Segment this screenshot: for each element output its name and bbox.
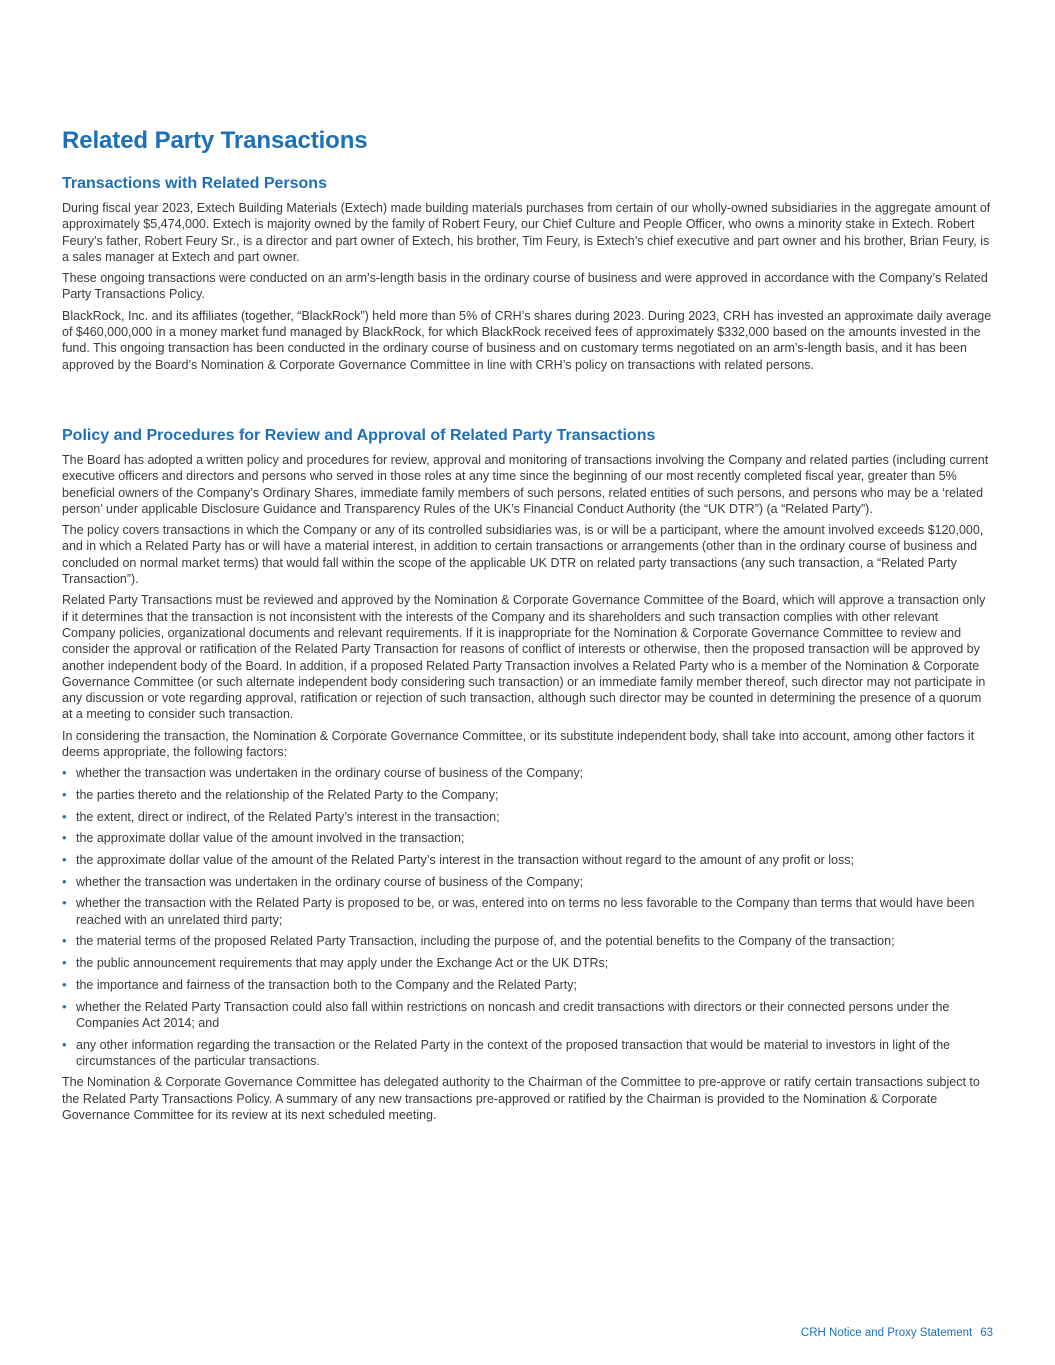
section-transactions-related-persons — [62, 174, 994, 378]
list-item-text: the material terms of the proposed Related Party Transaction, including the purpose of, and the potential benefits to the Company of the transaction; — [76, 934, 895, 949]
list-item-text: whether the Related Party Transaction could also fall within restrictions on noncash and credit transactions with directors or their connected persons under the Companies Act 2014; and — [76, 999, 950, 1030]
bullet-icon: • — [62, 873, 67, 889]
bullet-icon: • — [62, 787, 67, 803]
paragraph: BlackRock, Inc. and its affiliates (together, “BlackRock”) held more than 5% of CRH’s shares during 2023. During 2023, CRH has invested an approximate daily average of $460,000,000 in a money market fund managed by BlackRock, for which BlackRock received fees of approximately $332,000 based on the amounts invested in the fund. This ongoing transaction has been conducted in the ordinary course of business and on customary terms negotiated on an arm’s-length basis, and it has been approved by the Board’s Nomination & Corporate Governance Committee in line with CRH’s policy on transactions with related persons. — [62, 308, 992, 372]
list-item-text: any other information regarding the transaction or the Related Party in the context of the proposed transaction that would be material to investors in light of the circumstances of the particular transactions. — [76, 1037, 951, 1068]
list-item-text: the public announcement requirements that may apply under the Exchange Act or the UK DTRs; — [76, 956, 609, 971]
footer-document-title: CRH Notice and Proxy Statement — [800, 1327, 973, 1339]
list-item-text: the importance and fairness of the transaction both to the Company and the Related Party; — [76, 977, 577, 992]
bullet-icon: • — [62, 852, 67, 868]
page-footer — [801, 1327, 993, 1339]
list-item-text: the approximate dollar value of the amount involved in the transaction; — [76, 831, 465, 846]
list-item-text: the extent, direct or indirect, of the Related Party’s interest in the transaction; — [76, 809, 500, 824]
paragraph: The policy covers transactions in which the Company or any of its controlled subsidiaries was, is or will be a participant, where the amount involved exceeds $120,000, and in which a Related Party has or will have a material interest, in addition to certain transactions or arrangements (other than in the ordinary course of business and concluded on normal market terms) that would fall within the scope of the applicable UK DTR on related party transactions (any such transaction, a “Related Party Transaction”). — [62, 523, 984, 587]
section-heading: Transactions with Related Persons — [62, 175, 327, 192]
list-item — [62, 895, 994, 928]
list-item-text: whether the transaction was undertaken in the ordinary course of business of the Company; — [76, 766, 584, 781]
list-item — [62, 809, 994, 825]
list-item — [62, 1037, 994, 1070]
bullet-icon: • — [62, 765, 67, 781]
list-item — [62, 933, 994, 949]
list-item — [62, 830, 994, 846]
bullet-icon: • — [62, 808, 67, 824]
list-item-text: the approximate dollar value of the amount of the Related Party’s interest in the transaction without regard to the amount of any profit or loss; — [76, 853, 854, 868]
paragraph: During fiscal year 2023, Extech Building Materials (Extech) made building materials purchases from certain of our wholly-owned subsidiaries in the aggregate amount of approximately $5,474,000. Extech is majority owned by the family of Robert Feury, our Chief Culture and People Officer, who owns a minority stake in Extech. Robert Feury’s father, Robert Feury Sr., is a director and part owner of Extech, his brother, Tim Feury, is Extech’s chief executive and part owner and his brother, Brian Feury, is a sales manager at Extech and part owner. — [62, 201, 991, 264]
list-item — [62, 787, 994, 803]
bullet-icon: • — [62, 976, 67, 992]
section-policy-procedures — [62, 426, 994, 1128]
list-item — [62, 852, 994, 868]
page-title: Related Party Transactions — [62, 127, 368, 154]
bullet-icon: • — [62, 1036, 67, 1052]
paragraph: In considering the transaction, the Nomination & Corporate Governance Committee, or its substitute independent body, shall take into account, among other factors it deems appropriate, the following factors: — [62, 728, 975, 760]
paragraph: Related Party Transactions must be reviewed and approved by the Nomination & Corporate Governance Committee of the Board, which will approve a transaction only if it determines that the transaction is not inconsistent with the interests of the Company and its shareholders and such transaction complies with other relevant Company policies, organizational documents and relevant requirements. If it is inappropriate for the Nomination & Corporate Governance Committee to review and consider the approval or ratification of the Related Party Transaction for reasons of conflict of interests or otherwise, then the proposed transaction will be approved by another independent body of the Board. In addition, if a proposed Related Party Transaction involves a Related Party who is a member of the Nomination & Corporate Governance Committee (or such alternate independent body considering such transaction) or an immediate family member thereof, such director may not participate in any discussion or vote regarding approval, ratification or rejection of such transaction, although such director may be counted in determining the presence of a quorum at a meeting to consider such transaction. — [62, 593, 986, 722]
list-item — [62, 955, 994, 971]
section-heading: Policy and Procedures for Review and Approval of Related Party Transactions — [62, 427, 656, 444]
paragraph: The Board has adopted a written policy and procedures for review, approval and monitoring of transactions involving the Company and related parties (including current executive officers and directors and persons who served in those roles at any time since the beginning of our most recently completed fiscal year, greater than 5% beneficial owners of the Company’s Ordinary Shares, immediate family members of such persons, related entities of such persons, and persons who may be a ‘related person’ under applicable Disclosure Guidance and Transparency Rules of the UK’s Financial Conduct Authority (the “UK DTR”) (a “Related Party”). — [62, 453, 989, 516]
bullet-icon: • — [62, 830, 67, 846]
bullet-icon: • — [62, 933, 67, 949]
list-item — [62, 874, 994, 890]
list-item — [62, 977, 994, 993]
bullet-icon: • — [62, 895, 67, 911]
bullet-icon: • — [62, 998, 67, 1014]
page-number: 63 — [980, 1327, 993, 1339]
paragraph: These ongoing transactions were conducted on an arm’s-length basis in the ordinary course of business and were approved in accordance with the Company’s Related Party Transactions Policy. — [62, 271, 988, 302]
list-item-text: whether the transaction with the Related Party is proposed to be, or was, entered into on terms no less favorable to the Company than terms that would have been reached with an unrelated third party; — [76, 896, 975, 927]
bullet-icon: • — [62, 955, 67, 971]
factors-list — [62, 765, 994, 1069]
list-item — [62, 999, 994, 1032]
list-item-text: the parties thereto and the relationship of the Related Party to the Company; — [76, 788, 499, 803]
closing-paragraph: The Nomination & Corporate Governance Committee has delegated authority to the Chairman of the Committee to pre-approve or ratify certain transactions subject to the Related Party Transactions Policy. A summary of any new transactions pre-approved or ratified by the Chairman is provided to the Nomination & Corporate Governance Committee for its review at its next scheduled meeting. — [62, 1075, 980, 1123]
list-item-text: whether the transaction was undertaken in the ordinary course of business of the Company; — [76, 874, 584, 889]
list-item — [62, 765, 994, 781]
